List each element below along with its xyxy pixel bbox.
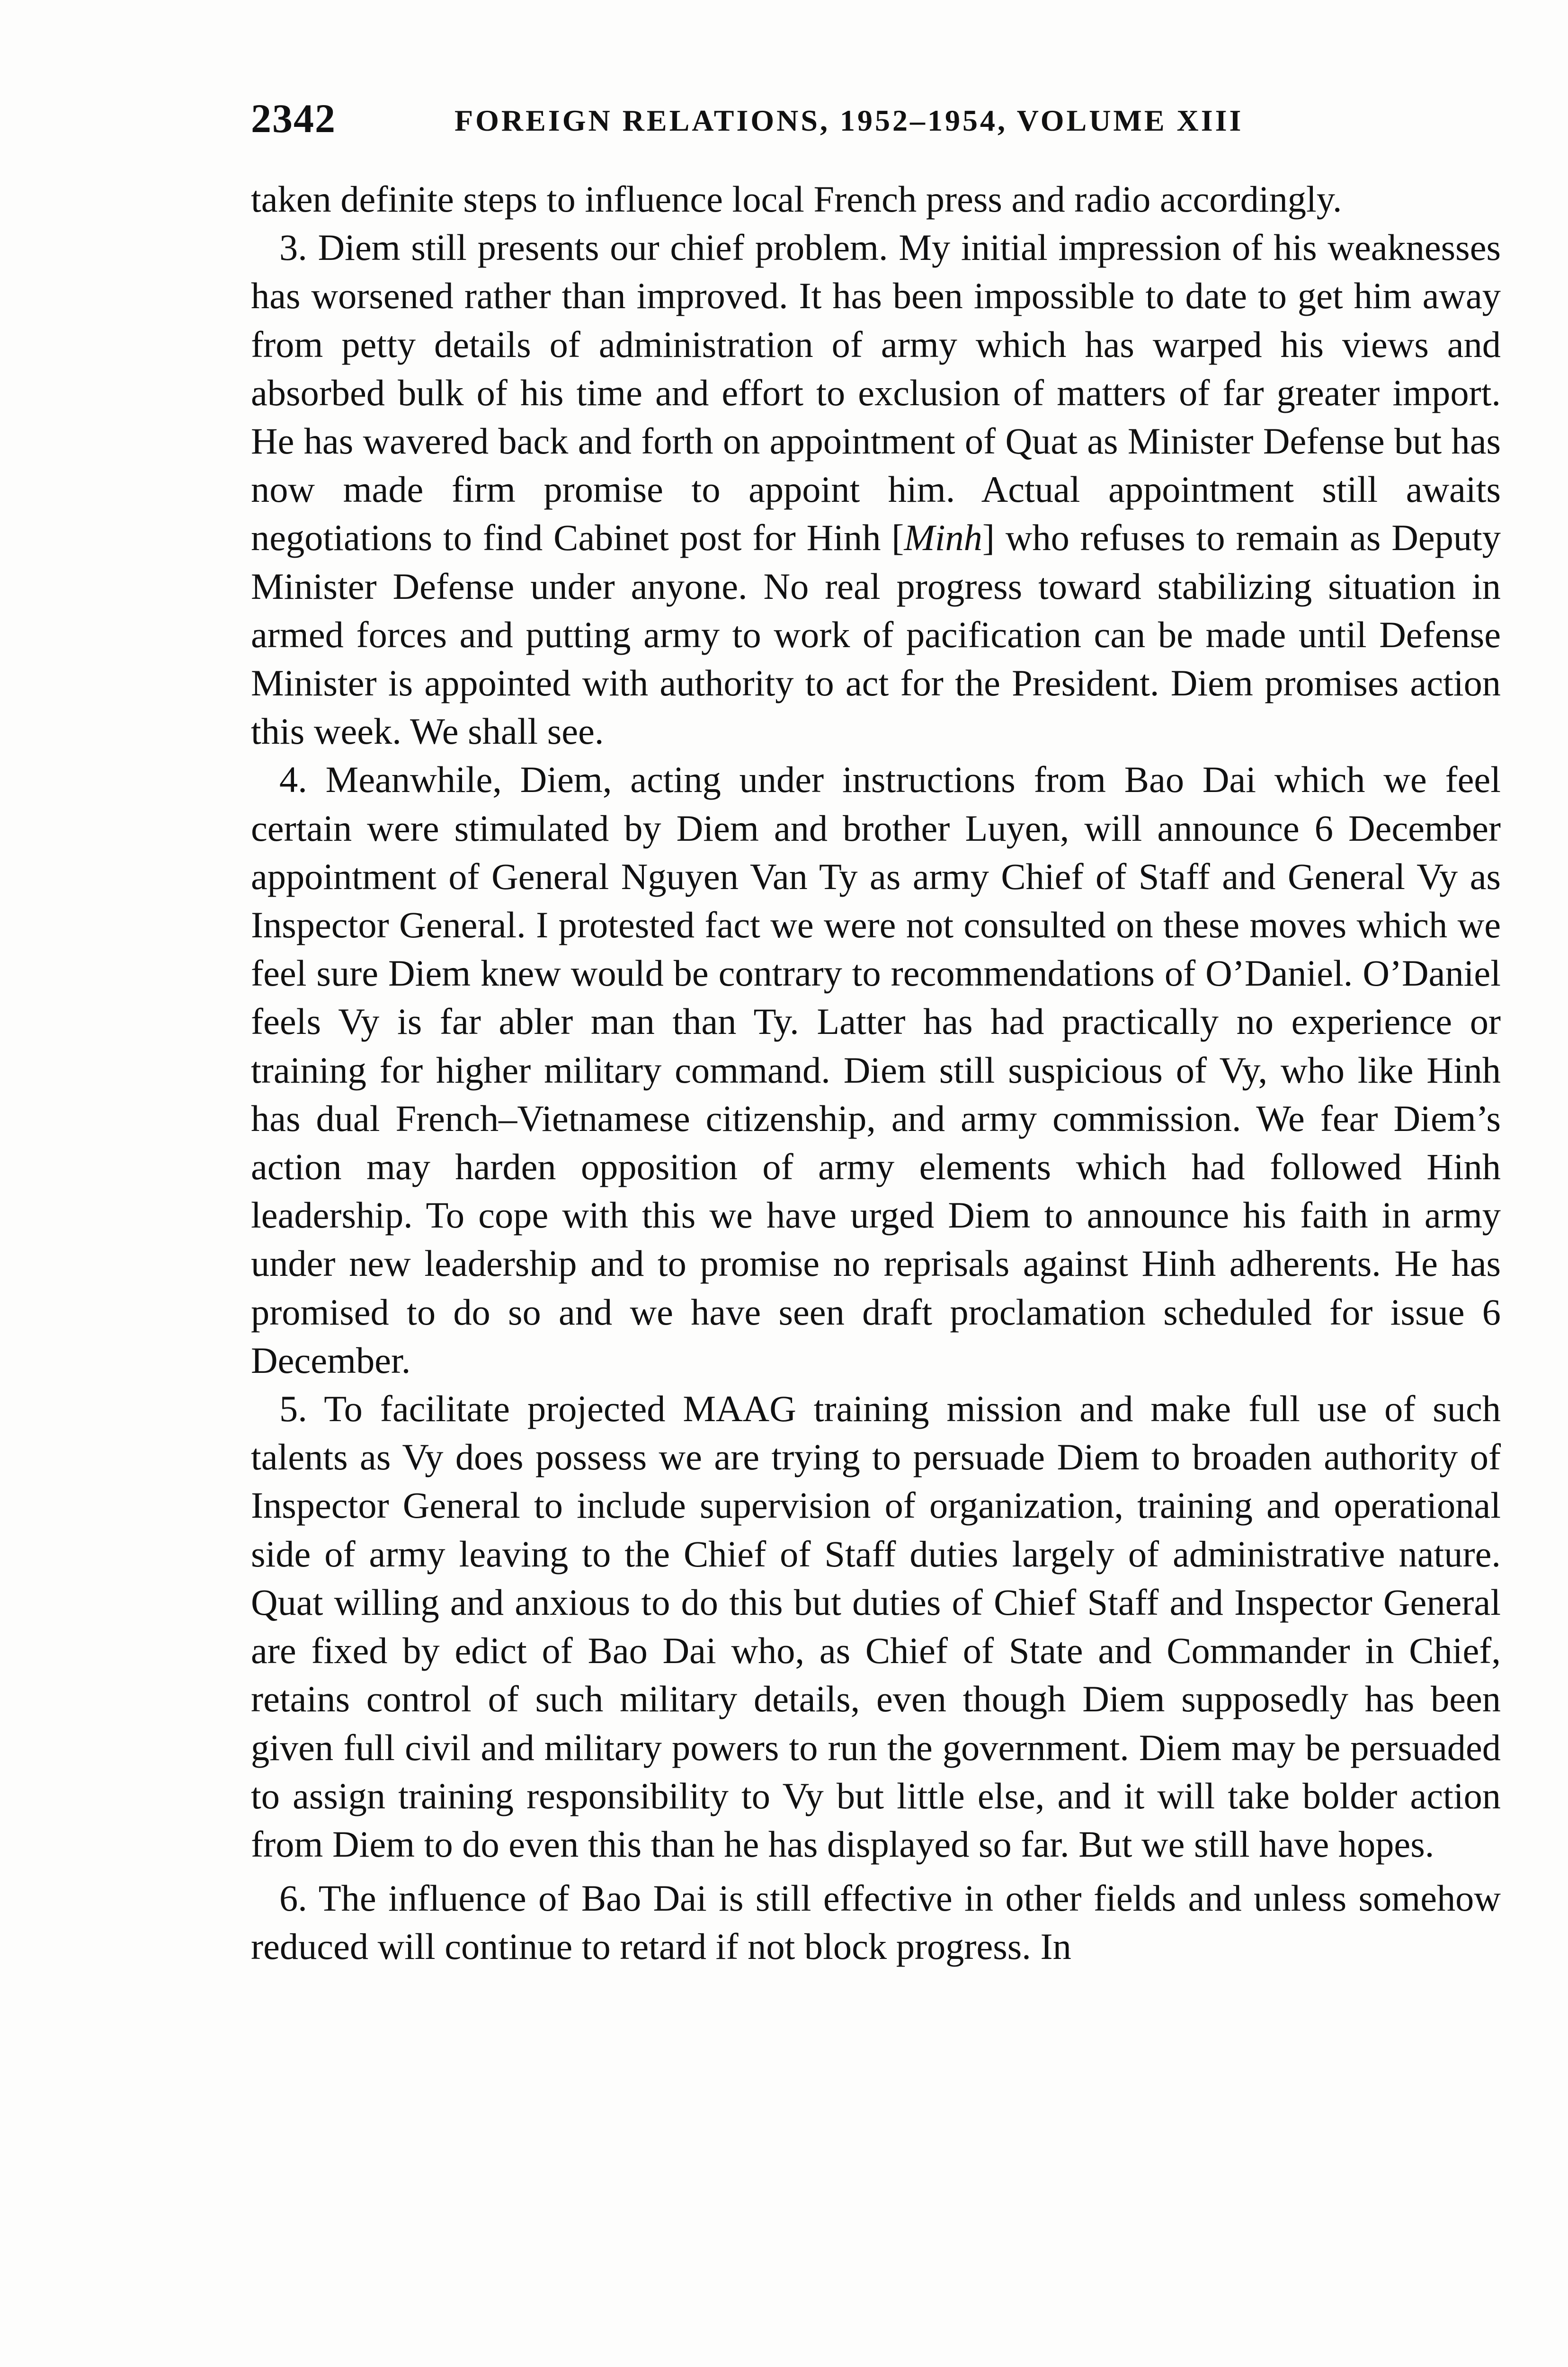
paragraph-5: 5. To facilitate projected MAAG training mission and make full use of such talents as Vy does possess we are trying to persuade Diem to broaden authority of Inspector General to include supervision of organization, training and operational side of army leaving to the Chief of Staff duties largely of administrative nature. Quat willing and anxious to do this but duties of Chief Staff and Inspector General are fixed by edict of Bao Dai who, as Chief of State and Commander in Chief, retains control of such military details, even though Diem supposedly has been given full civil and military powers to run the government. Diem may be persuaded to assign training responsibility to Vy but little else, and it will take bolder action from Diem to do even this than he has displayed so far. But we still have hopes.: [251, 1388, 1501, 1865]
paragraph-3: [251, 223, 1501, 756]
paragraph-6: 6. The influence of Bao Dai is still effective in other fields and unless somehow reduced will continue to retard if not block progress. In: [251, 1878, 1501, 1967]
paragraph-4: 4. Meanwhile, Diem, acting under instructions from Bao Dai which we feel certain were stimulated by Diem and brother Luyen, will announce 6 December appointment of General Nguyen Van Ty as army Chief of Staff and General Vy as Inspector General. I protested fact we were not consulted on these moves which we feel sure Diem knew would be contrary to recommendations of O’Daniel. O’Daniel feels Vy is far abler man than Ty. Latter has had practically no experience or training for higher military command. Diem still suspicious of Vy, who like Hinh has dual French–Vietnamese citizenship, and army commission. We fear Diem’s action may harden opposition of army elements which had followed Hinh leadership. To cope with this we have urged Diem to announce his faith in army under new leadership and to promise no reprisals against Hinh adherents. He has promised to do so and we have seen draft proclamation scheduled for issue 6 December.: [251, 759, 1501, 1381]
paragraph-3-italic-name: Minh: [904, 517, 982, 559]
page-number: 2342: [251, 96, 336, 141]
paragraph-3-text-after: ] who refuses to remain as Deputy Minister Defense under anyone. No real progress toward stabilizing situation in armed forces and putting army to work of pacification can be made until Defense Minister is appointed with authority to act for the President. Diem promises action this week. We shall see.: [251, 517, 1501, 752]
paragraph-3-text-before: 3. Diem still presents our chief problem. My initial impression of his weaknesses has worsened rather than improved. It has been impossible to date to get him away from petty details of administration of army which has warped his views and absorbed bulk of his time and effort to exclusion of matters of far greater import. He has wavered back and forth on appointment of Quat as Minister Defense but has now made firm promise to appoint him. Actual appointment still awaits negotiations to find Cabinet post for Hinh [: [251, 227, 1501, 559]
paragraph-continuation: taken definite steps to influence local French press and radio accordingly.: [251, 178, 1342, 220]
page-header: [251, 90, 1501, 147]
body-text: [251, 175, 1501, 1971]
running-head: FOREIGN RELATIONS, 1952–1954, VOLUME XIII: [454, 104, 1244, 137]
